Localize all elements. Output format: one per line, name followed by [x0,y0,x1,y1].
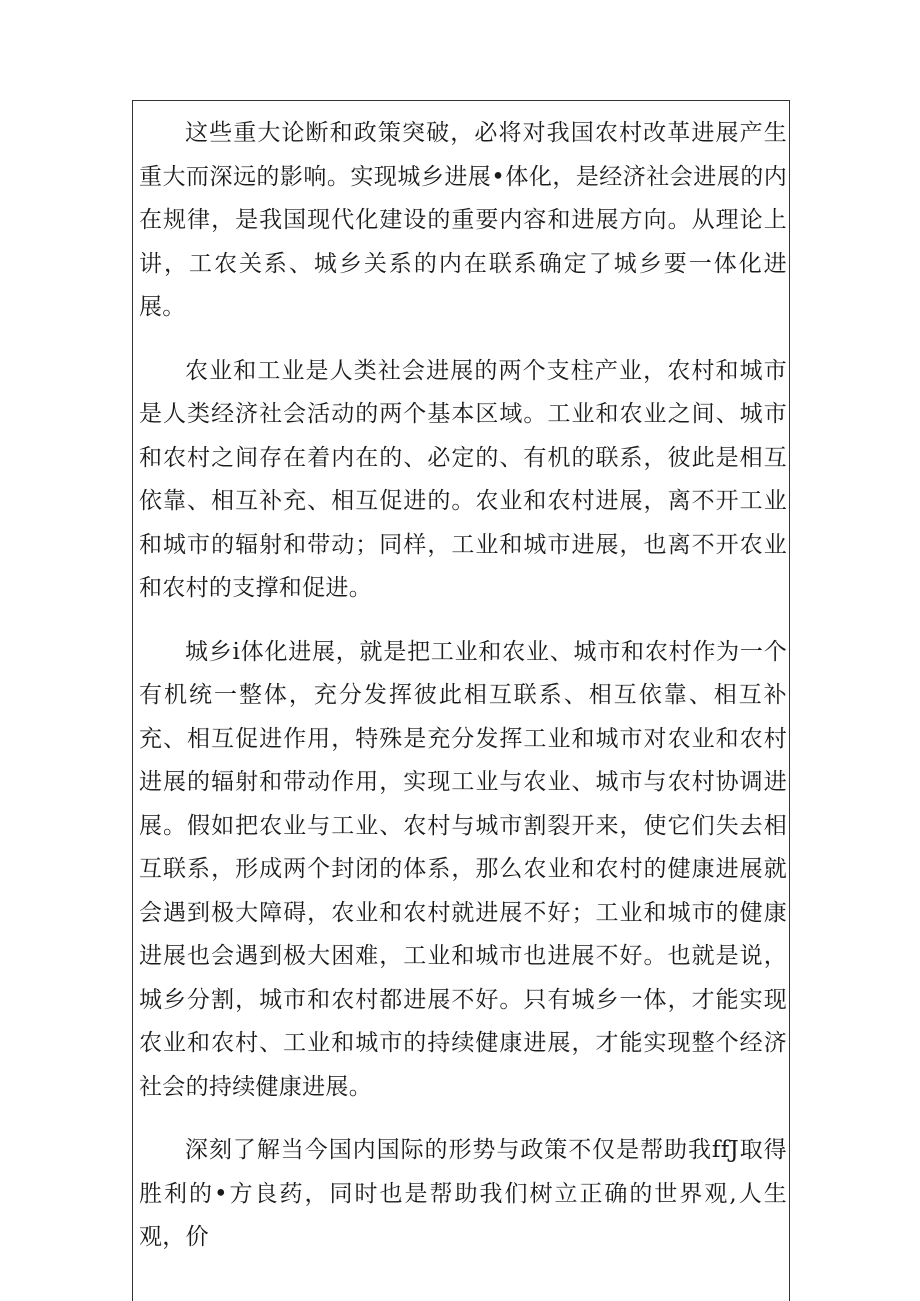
paragraph-4: 深刻了解当今国内国际的形势与政策不仅是帮助我ffJ取得胜利的•方良药，同时也是帮助我们树立正确的世界观,人生观，价 [139,1137,787,1250]
paragraph-1: 这些重大论断和政策突破，必将对我国农村改革进展产生重大而深远的影响。实现城乡进展•体化，是经济社会进展的内在规律，是我国现代化建设的重要内容和进展方向。从理论上讲，工农关系、城乡关系的内在联系确定了城乡要一体化进展。 [139,120,787,320]
document-body [139,112,787,1260]
paragraph-3: 城乡i体化进展，就是把工业和农业、城市和农村作为一个有机统一整体，充分发挥彼此相互联系、相互依靠、相互补充、相互促进作用，特殊是充分发挥工业和城市对农业和农村进展的辐射和带动作用，实现工业与农业、城市与农村协调进展。假如把农业与工业、农村与城市割裂开来，使它们失去相互联系，形成两个封闭的体系，那么农业和农村的健康进展就会遇到极大障碍，农业和农村就进展不好；工业和城市的健康进展也会遇到极大困难，工业和城市也进展不好。也就是说，城乡分割，城市和农村都进展不好。只有城乡一体，才能实现农业和农村、工业和城市的持续健康进展，才能实现整个经济社会的持续健康进展。 [139,638,787,1100]
paragraph-2: 农业和工业是人类社会进展的两个支柱产业，农村和城市是人类经济社会活动的两个基本区域。工业和农业之间、城市和农村之间存在着内在的、必定的、有机的联系，彼此是相互依靠、相互补充、相互促进的。农业和农村进展，离不开工业和城市的辐射和带动；同样，工业和城市进展，也离不开农业和农村的支撑和促进。 [139,357,787,601]
